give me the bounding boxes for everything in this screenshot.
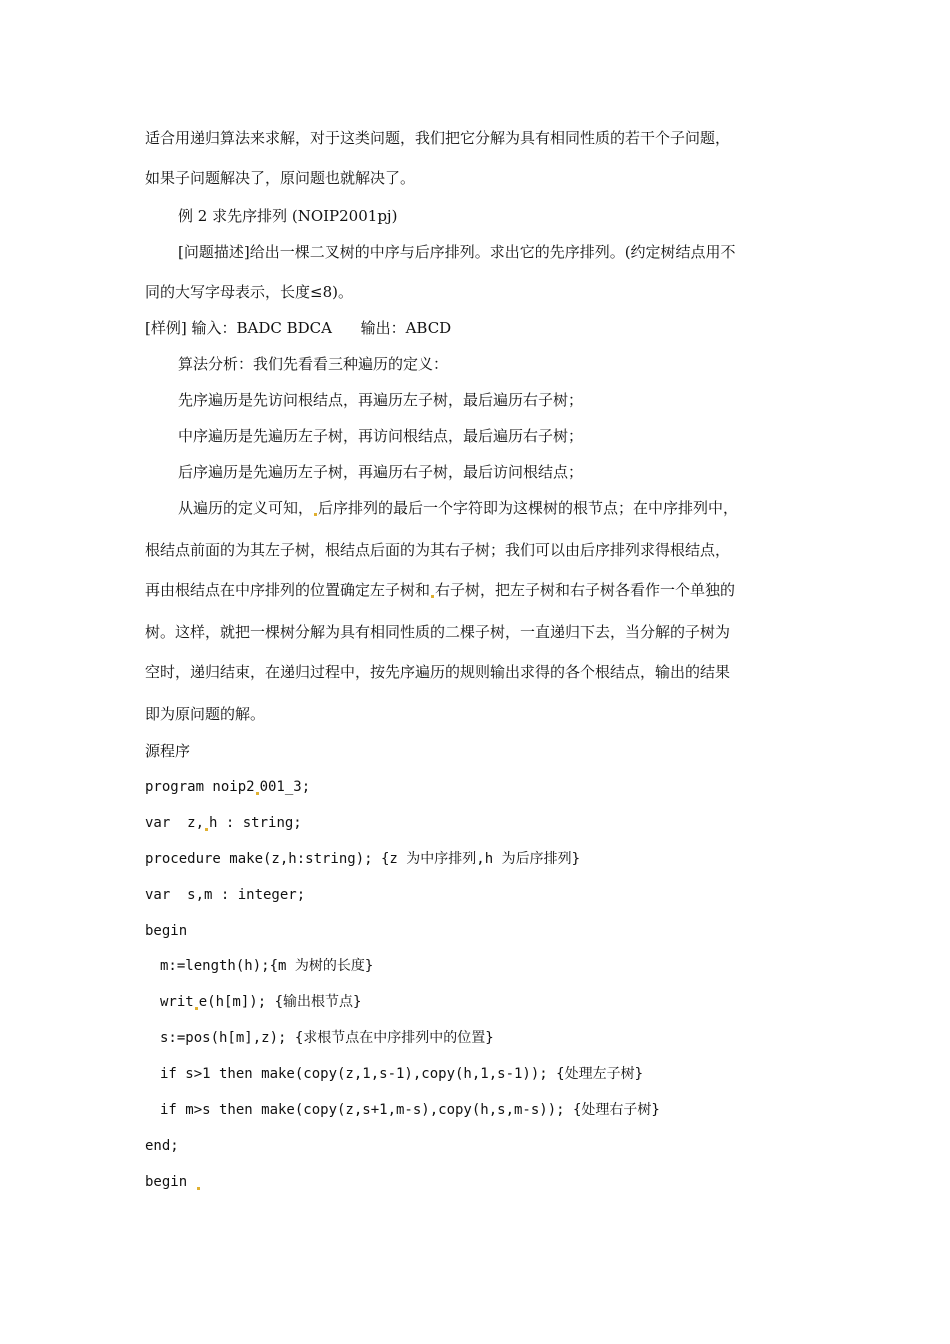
paragraph-line: 树。这样，就把一棵树分解为具有相同性质的二棵子树，一直递归下去，当分解的子树为 — [145, 623, 731, 641]
text-span: 再由根结点在中序排列的位置确定左子树和 — [145, 581, 431, 599]
problem-description: [问题描述]给出一棵二叉树的中序与后序排列。求出它的先序排列。(约定树结点用不 — [178, 243, 736, 261]
code-line: procedure make(z,h:string); {z 为中序排列,h 为后序排列} — [145, 851, 581, 867]
code-line: begin — [145, 923, 188, 939]
cursor-mark — [197, 1187, 200, 1190]
code-span: begin — [145, 1174, 188, 1190]
paragraph-line — [178, 498, 738, 518]
code-line — [145, 1172, 201, 1192]
sample-io: [样例] 输入：BADC BDCA 输出：ABCD — [145, 319, 452, 337]
paragraph-line — [145, 580, 735, 600]
text-span: 后序排列的最后一个字符即为这棵树的根节点；在中序排列中， — [318, 499, 739, 517]
paragraph-line: 如果子问题解决了，原问题也就解决了。 — [145, 169, 416, 187]
code-line — [145, 777, 310, 797]
paragraph-line: 即为原问题的解。 — [145, 705, 266, 723]
paragraph-line: 根结点前面的为其左子树，根结点后面的为其右子树；我们可以由后序排列求得根结点， — [145, 541, 731, 559]
preorder-definition: 先序遍历是先访问根结点，再遍历左子树，最后遍历右子树； — [178, 391, 584, 409]
text-span: 右子树，把左子树和右子树各看作一个单独的 — [435, 581, 736, 599]
code-line: if s>1 then make(copy(z,1,s-1),copy(h,1,s-1)); {处理左子树} — [160, 1066, 644, 1082]
code-line: end; — [145, 1138, 179, 1154]
code-span: e(h[m]); {输出根节点} — [198, 994, 362, 1010]
code-line — [160, 992, 361, 1012]
inorder-definition: 中序遍历是先遍历左子树，再访问根结点，最后遍历右子树； — [178, 427, 584, 445]
code-span: program noip2 — [145, 779, 255, 795]
code-line — [145, 813, 302, 833]
cursor-mark — [256, 792, 259, 795]
code-span: 001_3; — [259, 779, 311, 795]
paragraph-line: 空时，递归结束，在递归过程中，按先序遍历的规则输出求得的各个根结点，输出的结果 — [145, 663, 731, 681]
code-span: h : string; — [209, 815, 302, 831]
cursor-mark — [195, 1007, 198, 1010]
cursor-mark — [205, 828, 208, 831]
code-line: if m>s then make(copy(z,s+1,m-s),copy(h,s,m-s)); {处理右子树} — [160, 1102, 660, 1118]
cursor-mark — [431, 595, 434, 598]
code-line: m:=length(h);{m 为树的长度} — [160, 958, 374, 974]
postorder-definition: 后序遍历是先遍历左子树，再遍历右子树，最后访问根结点； — [178, 463, 584, 481]
algorithm-analysis: 算法分析：我们先看看三种遍历的定义： — [178, 355, 449, 373]
source-heading: 源程序 — [145, 742, 191, 760]
code-span: var z, — [145, 815, 205, 831]
code-line: s:=pos(h[m],z); {求根节点在中序排列中的位置} — [160, 1030, 494, 1046]
text-span: 从遍历的定义可知， — [178, 499, 314, 517]
code-line: var s,m : integer; — [145, 887, 306, 903]
paragraph-line: 适合用递归算法来求解，对于这类问题，我们把它分解为具有相同性质的若干个子问题， — [145, 129, 731, 147]
paragraph-line: 同的大写字母表示，长度≤8)。 — [145, 283, 353, 301]
cursor-mark — [314, 513, 317, 516]
code-span: writ — [160, 994, 194, 1010]
example-heading: 例 2 求先序排列 (NOIP2001pj) — [178, 207, 398, 225]
